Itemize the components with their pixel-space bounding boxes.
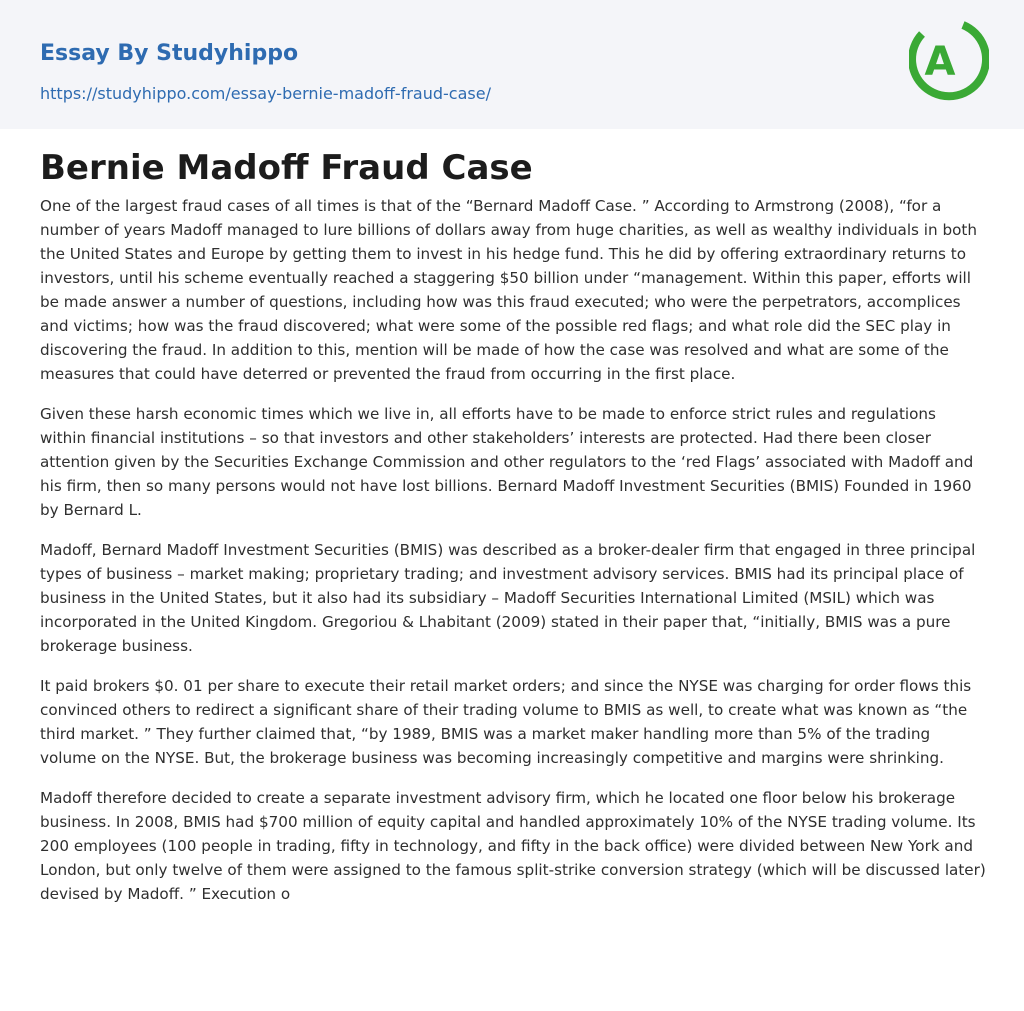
article-paragraph-2: Given these harsh economic times which we live in, all efforts have to be made to enforce strict rules and regulations within financial institutions – so that investors and other stakeholders’ interests are protected. Had there been closer attention given by the Securities Exchange Commission and other regulators to the ‘red Flags’ associated with Madoff and his firm, then so many persons would not have lost billions. Bernard Madoff Investment Securities (BMIS) Founded in 1960 by Bernard L. xyxy=(40,405,974,519)
article-paragraph-4: It paid brokers $0. 01 per share to execute their retail market orders; and since the NYSE was charging for order flows this convinced others to redirect a significant share of their trading volume to BMIS as well, to create what was known as “the third market. ” They further claimed that, “by 1989, BMIS was a market maker handling more than 5% of the trading volume on the NYSE. But, the brokerage business was becoming increasingly competitive and margins were shrinking. xyxy=(40,677,972,767)
source-url-link[interactable]: https://studyhippo.com/essay-bernie-madoff-fraud-case/ xyxy=(40,84,491,103)
logo-letter: A xyxy=(924,39,956,85)
article-title: Bernie Madoff Fraud Case xyxy=(40,148,533,188)
article-paragraph-3: Madoff, Bernard Madoff Investment Securities (BMIS) was described as a broker-dealer firm that engaged in three principal types of business – market making; proprietary trading; and investment advisory services. BMIS had its principal place of business in the United States, but it also had its subsidiary – Madoff Securities International Limited (MSIL) which was incorporated in the United Kingdom. Gregoriou & Lhabitant (2009) stated in their paper that, “initially, BMIS was a pure brokerage business. xyxy=(40,541,976,655)
site-brand[interactable]: Essay By Studyhippo xyxy=(40,41,299,66)
article-paragraph-5: Madoff therefore decided to create a separate investment advisory firm, which he located one floor below his brokerage business. In 2008, BMIS had $700 million of equity capital and handled approximately 10% of the NYSE trading volume. Its 200 employees (100 people in trading, fifty in technology, and fifty in the back office) were divided between New York and London, but only twelve of them were assigned to the famous split-strike conversion strategy (which will be discussed later) devised by Madoff. ” Execution o xyxy=(40,789,986,903)
studyhippo-logo-icon[interactable] xyxy=(909,17,989,107)
article-paragraph-1: One of the largest fraud cases of all times is that of the “Bernard Madoff Case. ” According to Armstrong (2008), “for a number of years Madoff managed to lure billions of dollars away from huge charities, as well as wealthy individuals in both the United States and Europe by getting them to invest in his hedge fund. This he did by offering extraordinary returns to investors, until his scheme eventually reached a staggering $50 billion under “management. Within this paper, efforts will be made answer a number of questions, including how was this fraud executed; who were the perpetrators, accomplices and victims; how was the fraud discovered; what were some of the possible red flags; and what role did the SEC play in discovering the fraud. In addition to this, mention will be made of how the case was resolved and what are some of the measures that could have deterred or prevented the fraud from occurring in the first place. xyxy=(40,197,977,383)
article-body xyxy=(40,194,986,922)
